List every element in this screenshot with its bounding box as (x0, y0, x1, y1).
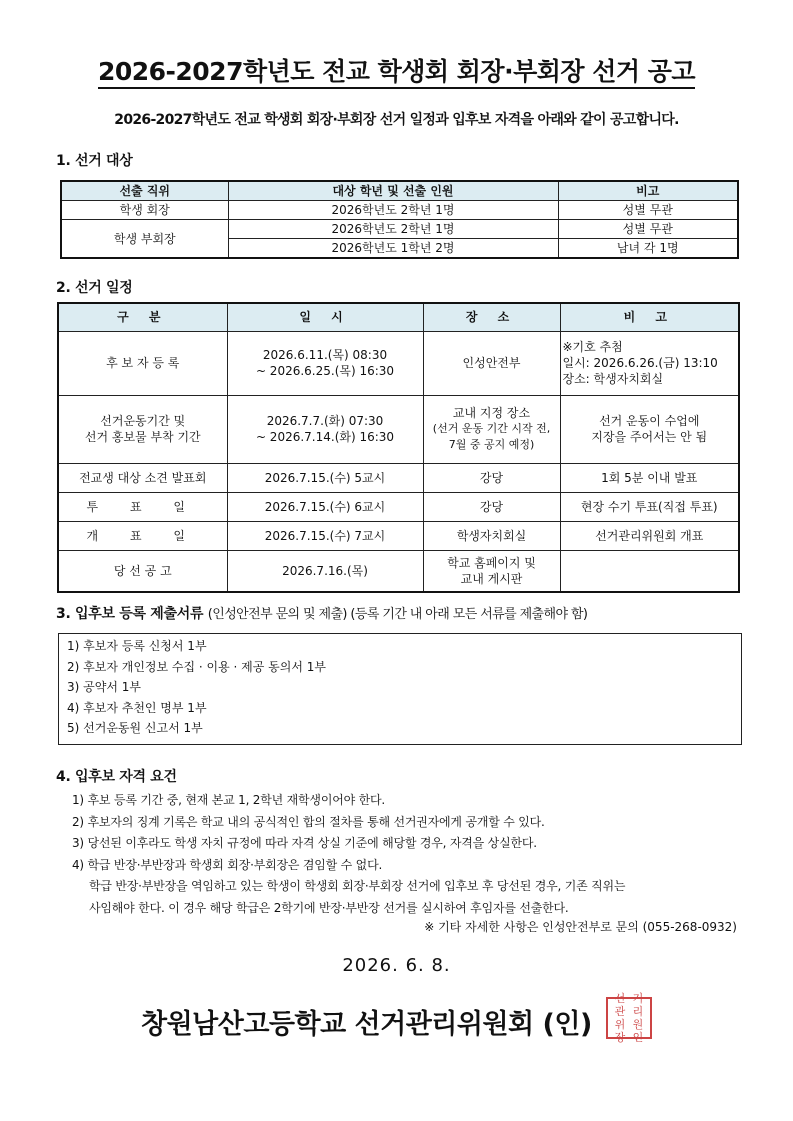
table-row (58, 492, 739, 521)
remark-cell: 선거 운동이 수업에 지장을 주어서는 안 됨 (560, 395, 739, 463)
note-cell: 성별 무관 (558, 220, 738, 239)
table-header-row (61, 181, 738, 201)
category-cell: 선거운동기간 및 선거 홍보물 부착 기간 (58, 395, 227, 463)
datetime-cell: 2026.6.11.(목) 08:30 ~ 2026.6.25.(목) 16:30 (227, 331, 423, 395)
datetime-cell: 2026.7.15.(수) 6교시 (227, 492, 423, 521)
official-seal-icon: 선 거 관 리 위 원 장 인 (606, 997, 652, 1039)
remark-cell: ※기호 추첨 일시: 2026.6.26.(금) 13:10 장소: 학생자치회실 (560, 331, 739, 395)
header-note: 비고 (558, 181, 738, 201)
election-target-table (60, 180, 739, 259)
section4-heading: 4. 입후보 자격 요건 (56, 769, 177, 785)
signature: 창원남산고등학교 선거관리위원회 (인) (141, 1009, 592, 1040)
remark-cell: 선거관리위원회 개표 (560, 521, 739, 550)
header-target: 대상 학년 및 선출 인원 (228, 181, 558, 201)
datetime-cell: 2026.7.15.(수) 5교시 (227, 463, 423, 492)
place-cell: 학생자치회실 (423, 521, 560, 550)
table-row (61, 201, 738, 220)
datetime-cell: 2026.7.15.(수) 7교시 (227, 521, 423, 550)
datetime-cell: 2026.7.7.(화) 07:30 ~ 2026.7.14.(화) 16:30 (227, 395, 423, 463)
note-cell: 성별 무관 (558, 201, 738, 220)
list-item: 1) 후보 등록 기간 중, 현재 본교 1, 2학년 재학생이어야 한다. (72, 793, 386, 807)
list-item: 3) 당선된 이후라도 학생 자치 규정에 따라 자격 상실 기준에 해당할 경우, 자격을 상실한다. (72, 836, 537, 850)
table-row (58, 550, 739, 592)
list-item: 5) 선거운동원 신고서 1부 (67, 721, 203, 735)
position-cell: 학생 부회장 (61, 220, 228, 259)
section3-heading-note: (인성안전부 문의 및 제출) (등록 기간 내 아래 모든 서류를 제출해야 함) (207, 607, 588, 622)
required-documents-box (58, 633, 742, 745)
remark-cell: 현장 수기 투표(직접 투표) (560, 492, 739, 521)
remark-cell (560, 550, 739, 592)
note-cell: 남녀 각 1명 (558, 239, 738, 259)
category-cell: 전교생 대상 소견 발표회 (58, 463, 227, 492)
table-header-row (58, 303, 739, 331)
header-category: 구 분 (58, 303, 227, 331)
list-item-detail: 학급 반장·부반장을 역임하고 있는 학생이 학생회 회장·부회장 선거에 입후보 후 당선된 경우, 기존 직위는 (89, 879, 626, 893)
category-cell: 후 보 자 등 록 (58, 331, 227, 395)
list-item: 4) 학급 반장·부반장과 학생회 회장·부회장은 겸임할 수 없다. (72, 857, 383, 872)
list-item: 3) 공약서 1부 (67, 680, 141, 694)
list-item: 2) 후보자 개인정보 수집 · 이용 · 제공 동의서 1부 (67, 659, 326, 674)
table-row (61, 220, 738, 239)
category-cell: 당 선 공 고 (58, 550, 227, 592)
intro-text: 2026-2027학년도 전교 학생회 회장·부회장 선거 일정과 입후보 자격을 아래와 같이 공고합니다. (114, 112, 679, 128)
table-row (58, 331, 739, 395)
place-cell: 교내 지정 장소 (선거 운동 기간 시작 전, 7월 중 공지 예정) (423, 395, 560, 463)
list-item: 1) 후보자 등록 신청서 1부 (67, 639, 207, 653)
header-place: 장 소 (423, 303, 560, 331)
election-schedule-table (57, 302, 740, 593)
section1-heading: 1. 선거 대상 (56, 153, 133, 169)
target-cell: 2026학년도 2학년 1명 (228, 201, 558, 220)
category-cell: 개 표 일 (58, 521, 227, 550)
category-cell: 투 표 일 (58, 492, 227, 521)
list-item: 2) 후보자의 징계 기록은 학교 내의 공식적인 합의 절차를 통해 선거권자에게 공개할 수 있다. (72, 814, 545, 829)
target-cell: 2026학년도 1학년 2명 (228, 239, 558, 259)
place-cell: 학교 홈페이지 및 교내 게시판 (423, 550, 560, 592)
notice-date: 2026. 6. 8. (342, 955, 451, 976)
table-row (58, 395, 739, 463)
target-cell: 2026학년도 2학년 1명 (228, 220, 558, 239)
section3-heading: 3. 입후보 등록 제출서류 (인성안전부 문의 및 제출) (등록 기간 내 아래 모든 서류를 제출해야 함) (56, 606, 588, 622)
table-row (58, 463, 739, 492)
list-item-detail: 사임해야 한다. 이 경우 해당 학급은 2학기에 반장·부반장 선거를 실시하여 후임자를 선출한다. (89, 900, 569, 915)
place-cell: 강당 (423, 492, 560, 521)
remark-cell: 1회 5분 이내 발표 (560, 463, 739, 492)
section2-heading: 2. 선거 일정 (56, 280, 133, 296)
list-item: 4) 후보자 추천인 명부 1부 (67, 700, 207, 715)
place-cell: 인성안전부 (423, 331, 560, 395)
table-row (58, 521, 739, 550)
header-position: 선출 직위 (61, 181, 228, 201)
place-cell: 강당 (423, 463, 560, 492)
contact-note: ※ 기타 자세한 사항은 인성안전부로 문의 (055-268-0932) (424, 920, 737, 934)
position-cell: 학생 회장 (61, 201, 228, 220)
page-title: 2026-2027학년도 전교 학생회 회장·부회장 선거 공고 (0, 52, 793, 88)
datetime-cell: 2026.7.16.(목) (227, 550, 423, 592)
eligibility-list (72, 790, 740, 919)
header-remark: 비 고 (560, 303, 739, 331)
header-datetime: 일 시 (227, 303, 423, 331)
